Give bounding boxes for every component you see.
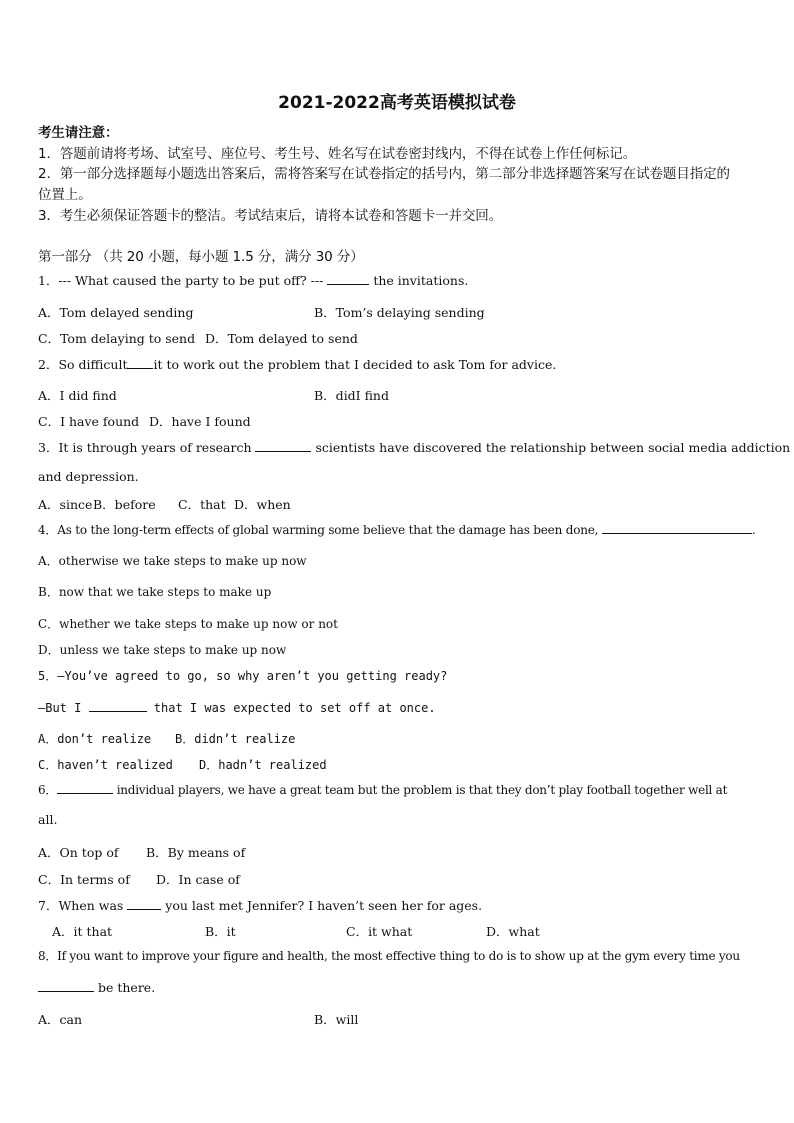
option-b[interactable]: B．Tom’s delaying sending bbox=[314, 305, 485, 320]
question-5 bbox=[38, 667, 447, 684]
question-3-cont: and depression. bbox=[38, 469, 139, 484]
option-c[interactable]: C．In terms of bbox=[38, 872, 130, 887]
question-number: 4． bbox=[38, 523, 58, 537]
notice-item-2-cont: 位置上。 bbox=[38, 187, 92, 203]
option-b[interactable]: B．before bbox=[93, 497, 156, 512]
question-6 bbox=[38, 781, 727, 798]
option-c[interactable]: C．Tom delaying to send bbox=[38, 331, 196, 346]
question-text: So difficult bbox=[58, 357, 128, 372]
answer-blank[interactable] bbox=[327, 272, 369, 285]
question-8 bbox=[38, 947, 740, 964]
question-3 bbox=[38, 438, 790, 456]
answer-blank[interactable] bbox=[602, 521, 752, 534]
option-d[interactable]: D．what bbox=[486, 924, 540, 939]
notice-item-3: 3．考生必须保证答题卡的整洁。考试结束后，请将本试卷和答题卡一并交回。 bbox=[38, 208, 503, 224]
option-d[interactable]: D．when bbox=[234, 497, 291, 512]
question-8-line-2 bbox=[38, 979, 155, 995]
option-b[interactable]: B．didI find bbox=[314, 388, 389, 403]
question-number: 8． bbox=[38, 949, 58, 963]
question-text: . bbox=[751, 523, 756, 537]
option-b[interactable]: B．it bbox=[205, 924, 236, 939]
question-text: If you want to improve your figure and health, the most effective thing to do is to show up at the gym every time you bbox=[57, 949, 740, 963]
option-a[interactable]: A．Tom delayed sending bbox=[38, 305, 194, 320]
option-d[interactable]: D．hadn’t realized bbox=[199, 758, 327, 772]
question-text: —But I bbox=[38, 701, 89, 715]
option-d[interactable]: D．In case of bbox=[156, 872, 240, 887]
question-number: 2． bbox=[38, 357, 59, 372]
answer-blank[interactable] bbox=[57, 781, 113, 794]
answer-blank[interactable] bbox=[127, 356, 153, 369]
option-b[interactable]: B．will bbox=[314, 1012, 359, 1027]
question-text: be there. bbox=[94, 980, 156, 995]
question-text: --- What caused the party to be put off? --- bbox=[58, 273, 328, 288]
notice-heading: 考生请注意： bbox=[38, 125, 119, 141]
answer-blank[interactable] bbox=[127, 897, 161, 910]
answer-blank[interactable] bbox=[38, 979, 94, 992]
option-a[interactable]: A．it that bbox=[52, 924, 113, 939]
question-number: 7． bbox=[38, 898, 59, 913]
question-text: It is through years of research bbox=[58, 440, 256, 455]
option-a[interactable]: A．otherwise we take steps to make up now bbox=[38, 554, 307, 568]
option-c[interactable]: C．it what bbox=[346, 924, 413, 939]
answer-blank[interactable] bbox=[89, 699, 147, 712]
question-text: it to work out the problem that I decided to ask Tom for advice. bbox=[153, 357, 557, 372]
option-c[interactable]: C．whether we take steps to make up now or not bbox=[38, 617, 338, 631]
option-d[interactable]: D．Tom delayed to send bbox=[205, 331, 358, 346]
question-text: scientists have discovered the relationship between social media addiction bbox=[311, 440, 791, 455]
question-text: As to the long-term effects of global warming some believe that the damage has been done, bbox=[57, 523, 602, 537]
option-a[interactable]: A．since bbox=[38, 497, 93, 512]
question-text: the invitations. bbox=[369, 273, 469, 288]
option-c[interactable]: C．haven’t realized bbox=[38, 758, 173, 772]
option-b[interactable]: B．now that we take steps to make up bbox=[38, 585, 272, 599]
answer-blank[interactable] bbox=[255, 439, 311, 452]
option-c[interactable]: C．that bbox=[178, 497, 226, 512]
option-d[interactable]: D．unless we take steps to make up now bbox=[38, 643, 287, 657]
option-a[interactable]: A．I did find bbox=[38, 388, 117, 403]
notice-item-1: 1．答题前请将考场、试室号、座位号、考生号、姓名写在试卷密封线内，不得在试卷上作任何标记。 bbox=[38, 146, 637, 162]
section-heading: 第一部分 （共 20 小题，每小题 1.5 分，满分 30 分） bbox=[38, 249, 364, 265]
question-text: When was bbox=[58, 898, 128, 913]
question-text: individual players, we have a great team but the problem is that they don’t play football together well at bbox=[113, 783, 728, 797]
option-b[interactable]: B．didn’t realize bbox=[175, 732, 296, 746]
notice-item-2: 2．第一部分选择题每小题选出答案后，需将答案写在试卷指定的括号内，第二部分非选择题答案写在试卷题目指定的 bbox=[38, 166, 730, 182]
question-text: —You’ve agreed to go, so why aren’t you getting ready? bbox=[57, 669, 448, 683]
exam-title: 2021-2022高考英语模拟试卷 bbox=[278, 93, 516, 113]
question-5-line-2 bbox=[38, 699, 436, 715]
question-number: 3． bbox=[38, 440, 59, 455]
question-number: 6． bbox=[38, 783, 58, 797]
option-a[interactable]: A．can bbox=[38, 1012, 83, 1027]
option-c[interactable]: C．I have found bbox=[38, 414, 140, 429]
question-number: 5． bbox=[38, 669, 58, 683]
option-b[interactable]: B．By means of bbox=[146, 845, 246, 860]
question-text: that I was expected to set off at once. bbox=[146, 701, 436, 715]
option-d[interactable]: D．have I found bbox=[149, 414, 251, 429]
question-number: 1． bbox=[38, 273, 59, 288]
question-1 bbox=[38, 271, 468, 289]
option-a[interactable]: A．On top of bbox=[38, 845, 119, 860]
question-2 bbox=[38, 355, 556, 373]
question-6-cont: all. bbox=[38, 812, 58, 827]
question-text: you last met Jennifer? I haven’t seen her for ages. bbox=[161, 898, 483, 913]
question-7 bbox=[38, 896, 482, 914]
question-4 bbox=[38, 521, 756, 538]
option-a[interactable]: A．don’t realize bbox=[38, 732, 152, 746]
